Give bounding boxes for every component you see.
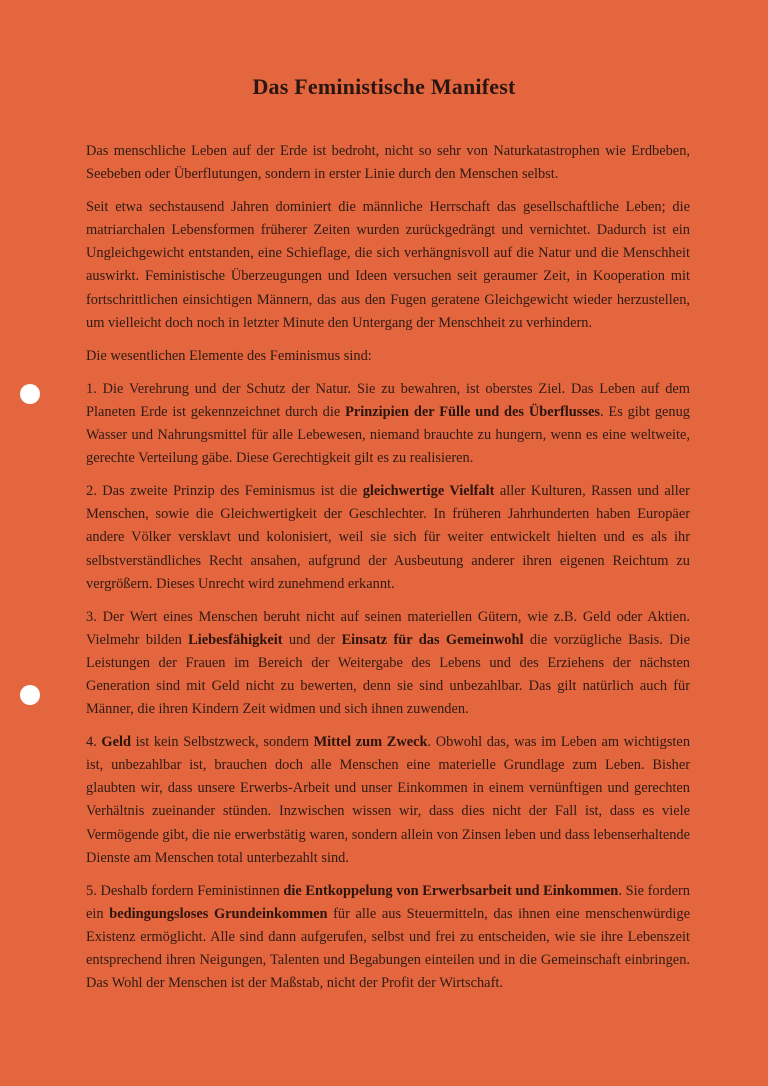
emphasis-text: Prinzipien der Fülle und des Überflusses — [345, 403, 600, 420]
text-run: Das menschliche Leben auf der Erde ist bedroht, nicht so sehr von Naturkatastrophen wie Erdbeben, Seebeben oder Überflutungen, sondern in erster Linie durch den Menschen selbst. — [86, 143, 690, 183]
text-run: aller Kulturen, Rassen und aller Menschen, sowie die Gleichwertigkeit der Geschlechter. In früheren Jahrhunderten haben Europäer andere Völker versklavt und kolonisiert, weil sie sich für weiter entwickelt hielten und es als ihr selbstverständliches Recht ansahen, aufgrund der Ausbeutung anderer ihren eigenen Reichtum zu vergrößern. Dieses Unrecht wird zunehmend erkannt. — [86, 483, 690, 592]
manifesto-body — [86, 140, 690, 1005]
page-title: Das Feministische Manifest — [252, 74, 516, 99]
text-run: für alle aus Steuermitteln, das ihnen eine menschenwürdige Existenz ermöglicht. Alle sind dann aufgerufen, selbst und frei zu entscheiden, wie sie ihre Lebenszeit entsprechend ihren Neigungen, Talenten und Begabungen einteilen und in die Gemeinschaft einbringen. Das Wohl der Menschen ist der Maßstab, nicht der Profit der Wirtschaft. — [86, 905, 690, 992]
text-run: 2. Das zweite Prinzip des Feminismus ist die — [86, 483, 363, 500]
paragraph — [86, 606, 690, 721]
emphasis-text: Liebesfähigkeit — [188, 631, 283, 648]
text-run: 3. Der Wert eines Menschen beruht nicht auf seinen materiellen Gütern, wie z.B. Geld oder Aktien. Vielmehr bilden — [86, 608, 690, 648]
emphasis-text: bedingungsloses Grundeinkommen — [109, 905, 328, 922]
text-run: ist kein Selbstzweck, sondern — [131, 734, 314, 751]
paragraph — [86, 345, 690, 368]
paragraph — [86, 140, 690, 186]
emphasis-text: gleichwertige Vielfalt — [362, 483, 495, 500]
text-run: 4. — [86, 734, 102, 751]
text-run: 1. Die Verehrung und der Schutz der Natur. Sie zu bewahren, ist oberstes Ziel. Das Leben auf dem Planeten Erde ist gekennzeichnet durch die — [86, 380, 690, 420]
text-run: und der — [282, 631, 342, 648]
text-run: Die wesentlichen Elemente des Feminismus sind: — [86, 347, 372, 364]
text-run: . Obwohl das, was im Leben am wichtigsten ist, unbezahlbar ist, brauchen doch alle Menschen eine materielle Grundlage zum Leben. Bisher glaubten wir, dass unsere Erwerbs-Arbeit und unser Einkommen in einem vernünftigen und gerechten Verhältnis zueinander stünden. Inzwischen wissen wir, dass dies nicht der Fall ist, dass es viele Vermögende gibt, die nie erwerbstätig waren, sondern allein von Zinsen leben und dass lebenserhaltende Dienste am Menschen total unterbezahlt sind. — [86, 734, 691, 866]
text-run: . Sie fordern ein — [86, 882, 690, 922]
paragraph — [86, 196, 690, 335]
emphasis-text: Geld — [101, 734, 132, 751]
punch-hole — [20, 685, 40, 705]
paragraph — [86, 731, 690, 870]
emphasis-text: Einsatz für das Gemeinwohl — [341, 631, 524, 648]
paragraph — [86, 480, 690, 595]
emphasis-text: die Entkoppelung von Erwerbsarbeit und Einkommen — [283, 882, 619, 899]
emphasis-text: Mittel zum Zweck — [313, 734, 428, 751]
punch-hole — [20, 384, 40, 404]
paragraph — [86, 880, 690, 995]
text-run: Seit etwa sechstausend Jahren dominiert die männliche Herrschaft das gesellschaftliche Leben; die matriarchalen Lebensformen früherer Zeiten wurden zurückgedrängt und vernichtet. Dadurch ist ein Ungleichgewicht entstanden, eine Schieflage, die sich verhängnisvoll auf die Natur und die Menschheit auswirkt. Feministische Überzeugungen und Ideen versuchen seit geraumer Zeit, in Kooperation mit fortschrittlichen einsichtigen Männern, das aus den Fugen geratene Gleichgewicht wieder herzustellen, um vielleicht doch noch in letzter Minute den Untergang der Menschheit zu verhindern. — [86, 199, 690, 331]
paragraph — [86, 378, 690, 470]
text-run: die vorzügliche Basis. Die Leistungen der Frauen im Bereich der Weitergabe des Lebens und des Erziehens der nächsten Generation sind mit Geld nicht zu bewerten, denn sie sind unbezahlbar. Das gilt natürlich auch für Männer, die ihren Kindern Zeit widmen und sich ihnen zuwenden. — [86, 631, 690, 718]
text-run: . Es gibt genug Wasser und Nahrungsmittel für alle Lebewesen, niemand brauchte zu hungern, wenn es eine weltweite, gerechte Verteilung gäbe. Diese Gerechtigkeit gilt es zu realisieren. — [86, 403, 690, 467]
text-run: 5. Deshalb fordern Feministinnen — [86, 882, 284, 899]
